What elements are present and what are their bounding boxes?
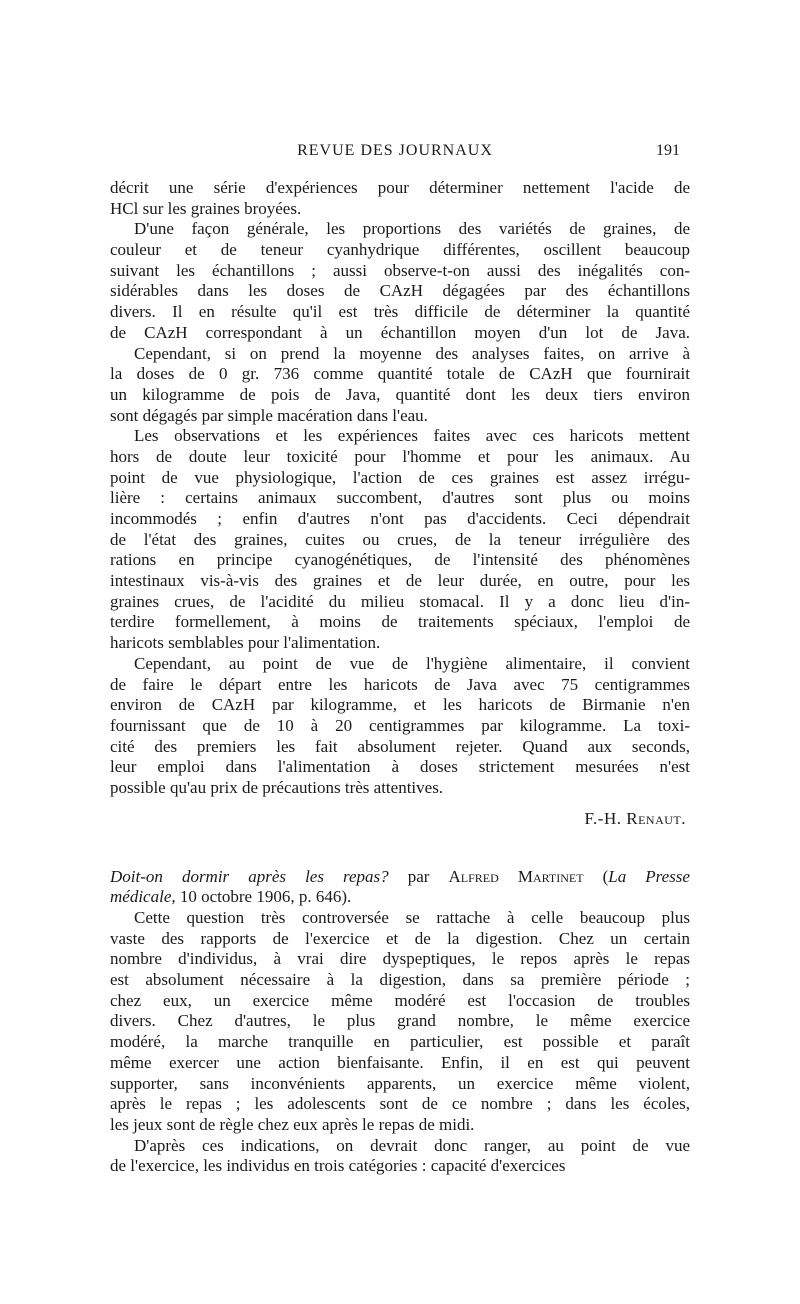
text-line: de l'exercice, les individus en trois catégories : capacité d'exercices [110, 1156, 566, 1176]
journal-name: La Presse [608, 866, 690, 886]
text-line: Cependant, si on prend la moyenne des analyses faites, on arrive à [134, 343, 690, 363]
text-line: sidérables dans les doses de CAzH dégagées par des échantillons [110, 281, 690, 301]
text-line: suivant les échantillons ; aussi observe-t-on aussi des inégalités con- [110, 260, 690, 280]
text-line: graines crues, de l'acidité du milieu stomacal. Il y a donc lieu d'in- [110, 591, 690, 611]
text-line: incommodés ; enfin d'autres n'ont pas d'accidents. Ceci dépendrait [110, 509, 690, 528]
text-line: HCl sur les graines broyées. [110, 198, 302, 218]
text-line: un kilogramme de pois de Java, quantité dont les deux tiers environ [110, 384, 690, 404]
text-line: après le repas ; les adolescents sont de ce nombre ; dans les écoles, [110, 1094, 690, 1114]
text-line: lière : certains animaux succombent, d'autres sont plus ou moins [110, 488, 690, 508]
text-line: possible qu'au prix de précautions très attentives. [110, 777, 444, 797]
citation-date: 10 octobre 1906, p. 646). [175, 887, 352, 907]
text-line: chez eux, un exercice même modéré est l'occasion de troubles [110, 990, 690, 1010]
page-header [110, 142, 680, 166]
author-signature [110, 799, 690, 839]
text-line: décrit une série d'expériences pour déterminer nettement l'acide de [110, 178, 690, 197]
article-citation [110, 867, 690, 888]
text-line: intestinaux vis-à-vis des graines et de leur durée, en outre, pour les [110, 571, 690, 591]
section-sleep-after-meals [110, 908, 690, 1177]
text-line: les jeux sont de règle chez eux après le repas de midi. [110, 1114, 475, 1134]
text-line: même exercer une action bienfaisante. Enfin, il en est qui peuvent [110, 1052, 690, 1072]
text-line: terdire formellement, à moins de traitements spéciaux, l'emploi de [110, 612, 690, 632]
text-line: Cependant, au point de vue de l'hygiène alimentaire, il convient [134, 653, 690, 673]
text-line: est absolument nécessaire à la digestion, dans sa première période ; [110, 970, 690, 990]
text-line: Les observations et les expériences faites avec ces haricots mettent [134, 426, 690, 446]
text-line: divers. Il en résulte qu'il est très difficile de déterminer la quantité [110, 302, 690, 322]
text-line: sont dégagés par simple macération dans l'eau. [110, 405, 428, 425]
text-line: Cette question très controversée se rattache à celle beaucoup plus [134, 908, 690, 927]
section-cyanogenetic-beans [110, 178, 690, 799]
text-line: cité des premiers les fait absolument rejeter. Quand aux seconds, [110, 736, 690, 756]
article-author: Alfred Martinet [448, 866, 584, 886]
text-line: vaste des rapports de l'exercice et de la digestion. Chez un certain [110, 928, 690, 948]
text-line: divers. Chez d'autres, le plus grand nombre, le même exercice [110, 1011, 690, 1031]
text-line: couleur et de teneur cyanhydrique différentes, oscillent beaucoup [110, 240, 690, 260]
article-title: Doit-on dormir après les repas? [110, 866, 389, 886]
citation-paren: ( [583, 866, 609, 886]
text-line: de faire le départ entre les haricots de Java avec 75 centigrammes [110, 674, 690, 694]
text-line: D'après ces indications, on devrait donc ranger, au point de vue [134, 1135, 690, 1155]
text-line: modéré, la marche tranquille en particulier, est possible et paraît [110, 1032, 690, 1052]
text-line: supporter, sans inconvénients apparents, un exercice même violent, [110, 1073, 690, 1093]
article-body [110, 178, 690, 1177]
text-line: de CAzH correspondant à un échantillon moyen d'un lot de Java. [110, 322, 690, 342]
journal-name-cont: médicale, [110, 887, 176, 907]
text-line: la doses de 0 gr. 736 comme quantité totale de CAzH que fournirait [110, 364, 690, 384]
text-line: haricots semblables pour l'alimentation. [110, 633, 381, 653]
text-line: leur emploi dans l'alimentation à doses strictement mesurées n'est [110, 757, 690, 777]
text-line: de l'état des graines, cuites ou crues, de la teneur irrégulière des [110, 529, 690, 549]
text-line: D'une façon générale, les proportions des variétés de graines, de [134, 219, 690, 239]
section-spacer [110, 839, 690, 867]
citation-by: par [388, 866, 449, 886]
signature-text: F.-H. Renaut. [584, 808, 686, 828]
text-line: fournissant que de 10 à 20 centigrammes par kilogramme. La toxi- [110, 715, 690, 735]
text-line: hors de doute leur toxicité pour l'homme et pour les animaux. Au [110, 446, 690, 466]
page-number: 191 [656, 142, 680, 159]
running-title: REVUE DES JOURNAUX [297, 142, 493, 159]
article-citation-line2 [110, 887, 690, 908]
text-line: environ de CAzH par kilogramme, et les haricots de Birmanie n'en [110, 695, 690, 715]
text-line: nombre d'individus, à vrai dire dyspeptiques, le repos après le repas [110, 949, 690, 969]
text-line: point de vue physiologique, l'action de ces graines est assez irrégu- [110, 467, 690, 487]
text-line: rations en principe cyanogénétiques, de l'intensité des phénomènes [110, 550, 690, 570]
